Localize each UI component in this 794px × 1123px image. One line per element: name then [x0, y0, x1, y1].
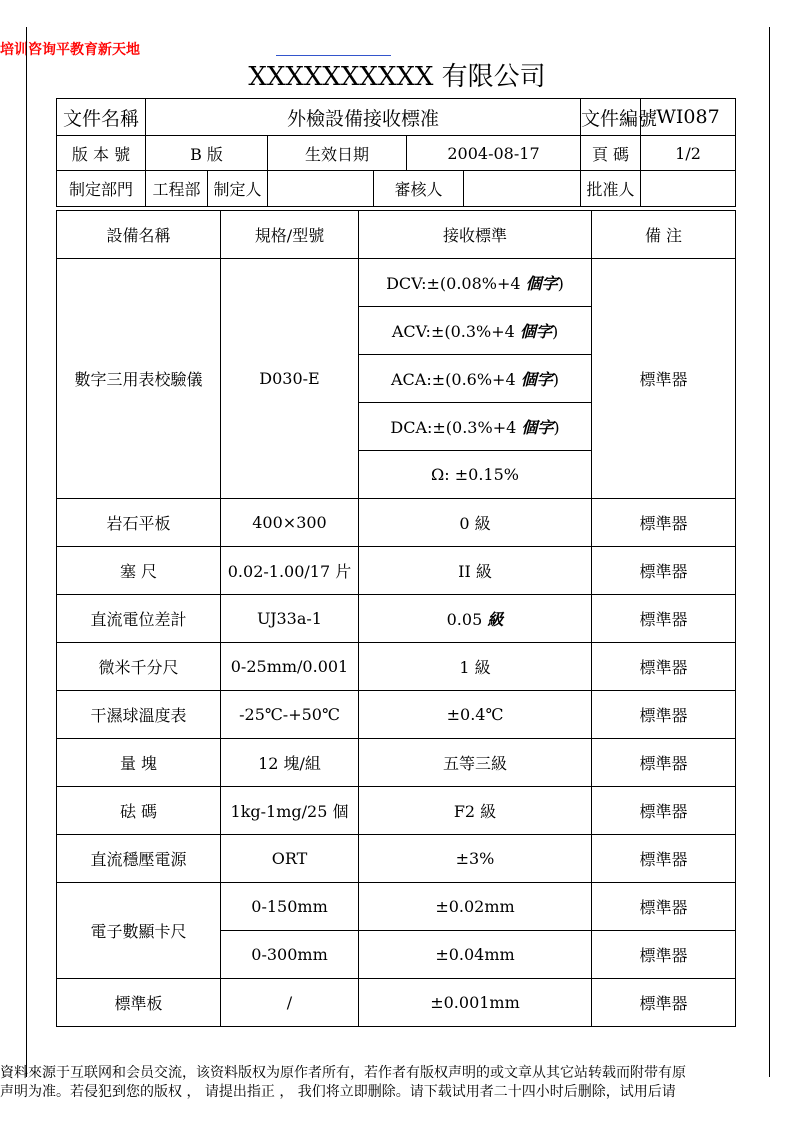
standard-cell: ±0.001mm: [359, 979, 592, 1027]
standard-cell: [359, 595, 592, 643]
author-value: [268, 171, 374, 207]
table-row: [57, 979, 736, 1027]
watermark-text: 培训咨询平教育新天地: [0, 42, 140, 58]
equipment-name-cell: 砝 碼: [57, 787, 221, 835]
standard-cell: [359, 403, 592, 451]
column-header-acceptance-standard: 接收標準: [359, 211, 592, 259]
equipment-name-cell: 岩石平板: [57, 499, 221, 547]
page-label: 頁 碼: [581, 136, 641, 171]
model-cell: /: [221, 979, 359, 1027]
equipment-name-cell: 微米千分尺: [57, 643, 221, 691]
table-row: [57, 739, 736, 787]
standard-cell: II 級: [359, 547, 592, 595]
standard-suffix: ): [557, 274, 564, 293]
version-value: B 版: [146, 136, 268, 171]
standard-suffix: ): [551, 322, 559, 341]
standard-emphasis: 個字: [525, 274, 558, 293]
standard-text: DCA:±(0.3%+4: [390, 418, 522, 437]
remark-cell: 標準器: [592, 499, 736, 547]
equipment-standards-table: [56, 210, 736, 1027]
standard-cell: ±0.02mm: [359, 883, 592, 931]
doc-no-label: 文件編號: [581, 99, 641, 136]
model-cell: ORT: [221, 835, 359, 883]
remark-cell: 標準器: [592, 643, 736, 691]
reviewer-value: [464, 171, 581, 207]
standard-emphasis: 個字: [520, 370, 553, 389]
effective-date-value: 2004-08-17: [407, 136, 581, 171]
standard-suffix: ): [553, 418, 560, 437]
doc-name-label: 文件名稱: [57, 99, 146, 136]
standard-cell: F2 級: [359, 787, 592, 835]
column-header-remark: 備 注: [592, 211, 736, 259]
standard-cell: [359, 355, 592, 403]
equipment-name-cell: 數字三用表校驗儀: [57, 259, 221, 499]
standard-text: ACV:±(0.3%+4: [391, 322, 520, 341]
table-row: [57, 643, 736, 691]
equipment-name-cell: 標準板: [57, 979, 221, 1027]
column-header-model: 規格/型號: [221, 211, 359, 259]
standard-cell: ±0.4℃: [359, 691, 592, 739]
remark-cell: 標準器: [592, 979, 736, 1027]
model-cell: 400×300: [221, 499, 359, 547]
dept-value: 工程部: [146, 171, 208, 207]
document-header-table: [56, 98, 736, 207]
header-row-doc-name: [57, 99, 736, 136]
remark-cell: 標準器: [592, 547, 736, 595]
table-header-row: [57, 211, 736, 259]
table-row: [57, 883, 736, 931]
table-row: [57, 595, 736, 643]
standard-text: Ω: ±0.15%: [431, 465, 519, 484]
equipment-name-cell: 塞 尺: [57, 547, 221, 595]
remark-cell: 標準器: [592, 835, 736, 883]
standard-emphasis: 個字: [519, 322, 552, 341]
standard-text: 0.05: [446, 610, 488, 629]
standard-text: DCV:±(0.08%+4: [386, 274, 526, 293]
approver-value: [641, 171, 736, 207]
standard-cell: [359, 451, 592, 499]
remark-cell: 標準器: [592, 595, 736, 643]
standard-cell: ±3%: [359, 835, 592, 883]
model-cell: 0-150mm: [221, 883, 359, 931]
model-cell: 0-25mm/0.001: [221, 643, 359, 691]
approver-label: 批准人: [581, 171, 641, 207]
equipment-name-cell: 直流電位差計: [57, 595, 221, 643]
version-label: 版 本 號: [57, 136, 146, 171]
author-label: 制定人: [208, 171, 268, 207]
model-cell: D030-E: [221, 259, 359, 499]
doc-no-value: WI087: [641, 99, 736, 136]
equipment-name-cell: 電子數顯卡尺: [57, 883, 221, 979]
remark-cell: 標準器: [592, 691, 736, 739]
standard-cell: 五等三級: [359, 739, 592, 787]
model-cell: 0-300mm: [221, 931, 359, 979]
remark-cell: 標準器: [592, 739, 736, 787]
equipment-name-cell: 量 塊: [57, 739, 221, 787]
remark-cell: 標準器: [592, 787, 736, 835]
model-cell: 12 塊/組: [221, 739, 359, 787]
remark-cell: 標準器: [592, 259, 736, 499]
table-row: [57, 547, 736, 595]
footer-disclaimer-line-2: 声明为准。若侵犯到您的版权 ， 请提出指正 ， 我们将立即删除。请下载试用者二十四小时后删除，试用后请: [0, 1084, 676, 1100]
standard-text: ACA:±(0.6%+4: [391, 370, 521, 389]
column-header-equipment-name: 設備名稱: [57, 211, 221, 259]
table-row: [57, 691, 736, 739]
standard-suffix: ): [552, 370, 559, 389]
reviewer-label: 審核人: [374, 171, 464, 207]
footer-disclaimer-line-1: 資料來源于互联网和会员交流，该资料版权为原作者所有，若作者有版权声明的或文章从其它站转载而附带有原: [0, 1065, 686, 1081]
standard-cell: 0 級: [359, 499, 592, 547]
dept-label: 制定部門: [57, 171, 146, 207]
model-cell: 0.02-1.00/17 片: [221, 547, 359, 595]
equipment-name-cell: 干濕球溫度表: [57, 691, 221, 739]
standard-emphasis: 級: [487, 610, 504, 629]
table-row: [57, 499, 736, 547]
standard-cell: [359, 307, 592, 355]
model-cell: -25℃-+50℃: [221, 691, 359, 739]
table-row: [57, 787, 736, 835]
table-row: [57, 835, 736, 883]
company-title: XXXXXXXXXX 有限公司: [248, 62, 546, 92]
model-cell: UJ33a-1: [221, 595, 359, 643]
header-row-signatures: [57, 171, 736, 207]
table-row: [57, 259, 736, 307]
doc-name-value: 外檢設備接收標准: [146, 99, 581, 136]
remark-cell: 標準器: [592, 931, 736, 979]
equipment-name-cell: 直流穩壓電源: [57, 835, 221, 883]
standard-cell: 1 級: [359, 643, 592, 691]
standard-emphasis: 個字: [521, 418, 554, 437]
effective-date-label: 生效日期: [268, 136, 407, 171]
standard-cell: [359, 259, 592, 307]
remark-cell: 標準器: [592, 883, 736, 931]
model-cell: 1kg-1mg/25 個: [221, 787, 359, 835]
page-value: 1/2: [641, 136, 736, 171]
header-row-version: [57, 136, 736, 171]
standard-cell: ±0.04mm: [359, 931, 592, 979]
